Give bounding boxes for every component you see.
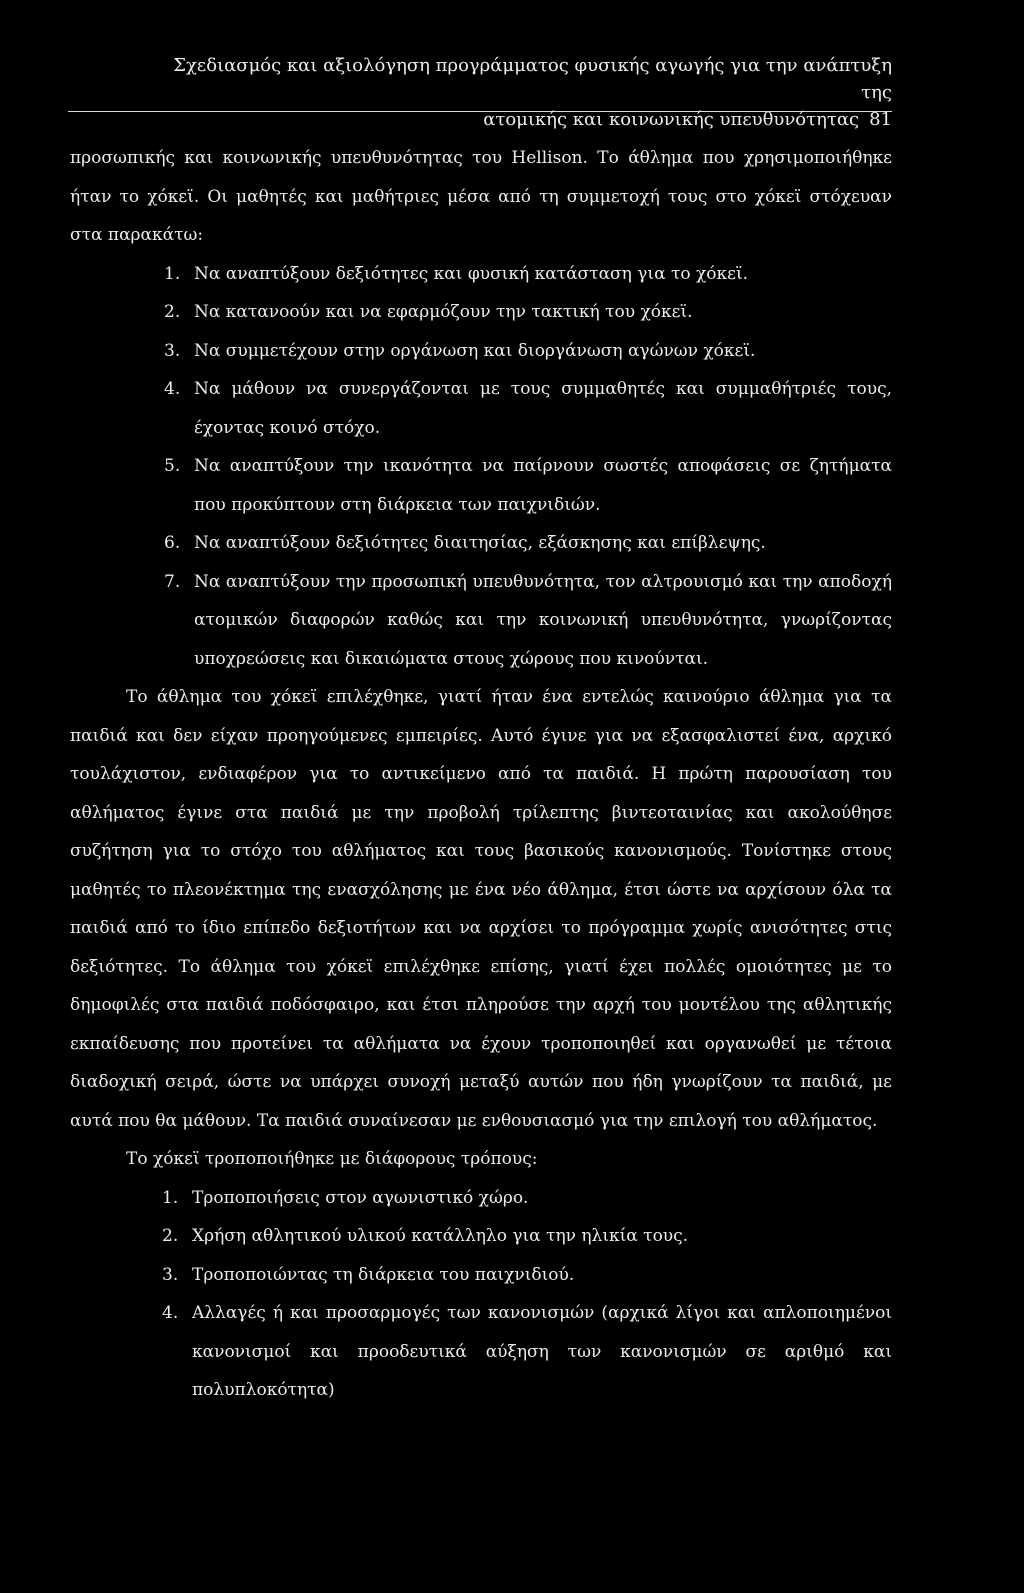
intro-paragraph: προσωπικής και κοινωνικής υπευθυνότητας του Hellison. Το άθλημα που χρησιμοποιήθηκε ήταν το χόκεϊ. Οι μαθητές και μαθήτριες μέσα από τη συμμετοχή τους στο χόκεϊ στόχευαν στα παρακάτω: <box>70 148 892 245</box>
modification-text: Τροποποιήσεις στον αγωνιστικό χώρο. <box>192 1187 529 1208</box>
goal-item <box>70 255 892 294</box>
goal-text: Να αναπτύξουν την ικανότητα να παίρνουν σωστές αποφάσεις σε ζητήματα που προκύπτουν στη διάρκεια των παιχνιδιών. <box>194 456 892 515</box>
modification-text: Χρήση αθλητικού υλικού κατάλληλο για την ηλικία τους. <box>192 1226 689 1246</box>
goal-text: Να αναπτύξουν δεξιότητες και φυσική κατάσταση για το χόκεϊ. <box>194 263 749 284</box>
goal-number: 2. <box>164 302 181 322</box>
modification-item <box>70 1217 892 1256</box>
goal-text: Να αναπτύξουν την προσωπική υπευθυνότητα, τον αλτρουισμό και την αποδοχή ατομικών διαφορών καθώς και την κοινωνική υπευθυνότητα, γνωρίζοντας υποχρεώσεις και δικαιώματα στους χώρους που κινούνται. <box>194 571 892 669</box>
goal-text: Να αναπτύξουν δεξιότητες διαιτησίας, εξάσκησης και επίβλεψης. <box>194 533 766 553</box>
modification-number: 1. <box>162 1187 179 1208</box>
page-number: 81 <box>869 109 892 130</box>
goal-item <box>70 293 892 332</box>
modification-item <box>70 1294 892 1410</box>
modification-item <box>70 1179 892 1218</box>
goal-number: 1. <box>164 263 181 284</box>
goal-number: 5. <box>164 456 181 476</box>
modification-number: 4. <box>162 1303 179 1323</box>
goal-item <box>70 370 892 447</box>
running-header <box>160 52 892 133</box>
goals-list <box>70 255 892 679</box>
goal-number: 7. <box>164 571 181 592</box>
goal-item <box>70 447 892 524</box>
goal-item <box>70 563 892 679</box>
header-title-line1: Σχεδιασμός και αξιολόγηση προγράμματος φυσικής αγωγής για την ανάπτυξη της <box>173 55 892 103</box>
goal-number: 3. <box>164 340 181 361</box>
modification-number: 3. <box>162 1264 179 1285</box>
goal-text: Να μάθουν να συνεργάζονται με τους συμμαθητές και συμμαθήτριές τους, έχοντας κοινό στόχο. <box>194 379 892 438</box>
modification-text: Αλλαγές ή και προσαρμογές των κανονισμών (αρχικά λίγοι και απλοποιημένοι κανονισμοί και προοδευτικά αύξηση των κανονισμών σε αριθμό και πολυπλοκότητα) <box>192 1303 892 1400</box>
goal-item <box>70 332 892 371</box>
header-rule <box>68 111 892 112</box>
modifications-intro: Το χόκεϊ τροποποιήθηκε με διάφορους τρόπους: <box>126 1149 538 1169</box>
header-title-line2-text: ατομικής και κοινωνικής υπευθυνότητας <box>483 109 860 130</box>
goal-text: Να συμμετέχουν στην οργάνωση και διοργάνωση αγώνων χόκεϊ. <box>194 340 756 361</box>
modification-number: 2. <box>162 1226 179 1246</box>
page-body <box>70 139 892 1410</box>
modification-text: Τροποποιώντας τη διάρκεια του παιχνιδιού. <box>192 1264 575 1285</box>
modification-item <box>70 1256 892 1295</box>
main-paragraph: Το άθλημα του χόκεϊ επιλέχθηκε, γιατί ήταν ένα εντελώς καινούριο άθλημα για τα παιδιά και δεν είχαν προηγούμενες εμπειρίες. Αυτό έγινε για να εξασφαλιστεί ένα, αρχικό τουλάχιστον, ενδιαφέρον για το αντικείμενο από τα παιδιά. Η πρώτη παρουσίαση του αθλήματος έγινε στα παιδιά με την προβολή τρίλεπτης βιντεοταινίας και ακολούθησε συζήτηση για το στόχο του αθλήματος και τους βασικούς κανονισμούς. Τονίστηκε στους μαθητές το πλεονέκτημα της ενασχόλησης με ένα νέο άθλημα, έτσι ώστε να αρχίσουν όλα τα παιδιά από το ίδιο επίπεδο δεξιοτήτων και να αρχίσει το πρόγραμμα χωρίς ανισότητες στις δεξιότητες. Το άθλημα του χόκεϊ επιλέχθηκε επίσης, γιατί έχει πολλές ομοιότητες με το δημοφιλές στα παιδιά ποδόσφαιρο, και έτσι πληρούσε την αρχή του μοντέλου της αθλητικής εκπαίδευσης που προτείνει τα αθλήματα να έχουν τροποποιηθεί και οργανωθεί με τέτοια διαδοχική σειρά, ώστε να υπάρχει συνοχή μεταξύ αυτών που ήδη γνωρίζουν τα παιδιά, με αυτά που θα μάθουν. Τα παιδιά συναίνεσαν με ενθουσιασμό για την επιλογή του αθλήματος. <box>70 687 892 1131</box>
goal-text: Να κατανοούν και να εφαρμόζουν την τακτική του χόκεϊ. <box>194 302 693 322</box>
goal-item <box>70 524 892 563</box>
goal-number: 6. <box>164 533 181 553</box>
goal-number: 4. <box>164 379 181 399</box>
modifications-list <box>70 1179 892 1410</box>
